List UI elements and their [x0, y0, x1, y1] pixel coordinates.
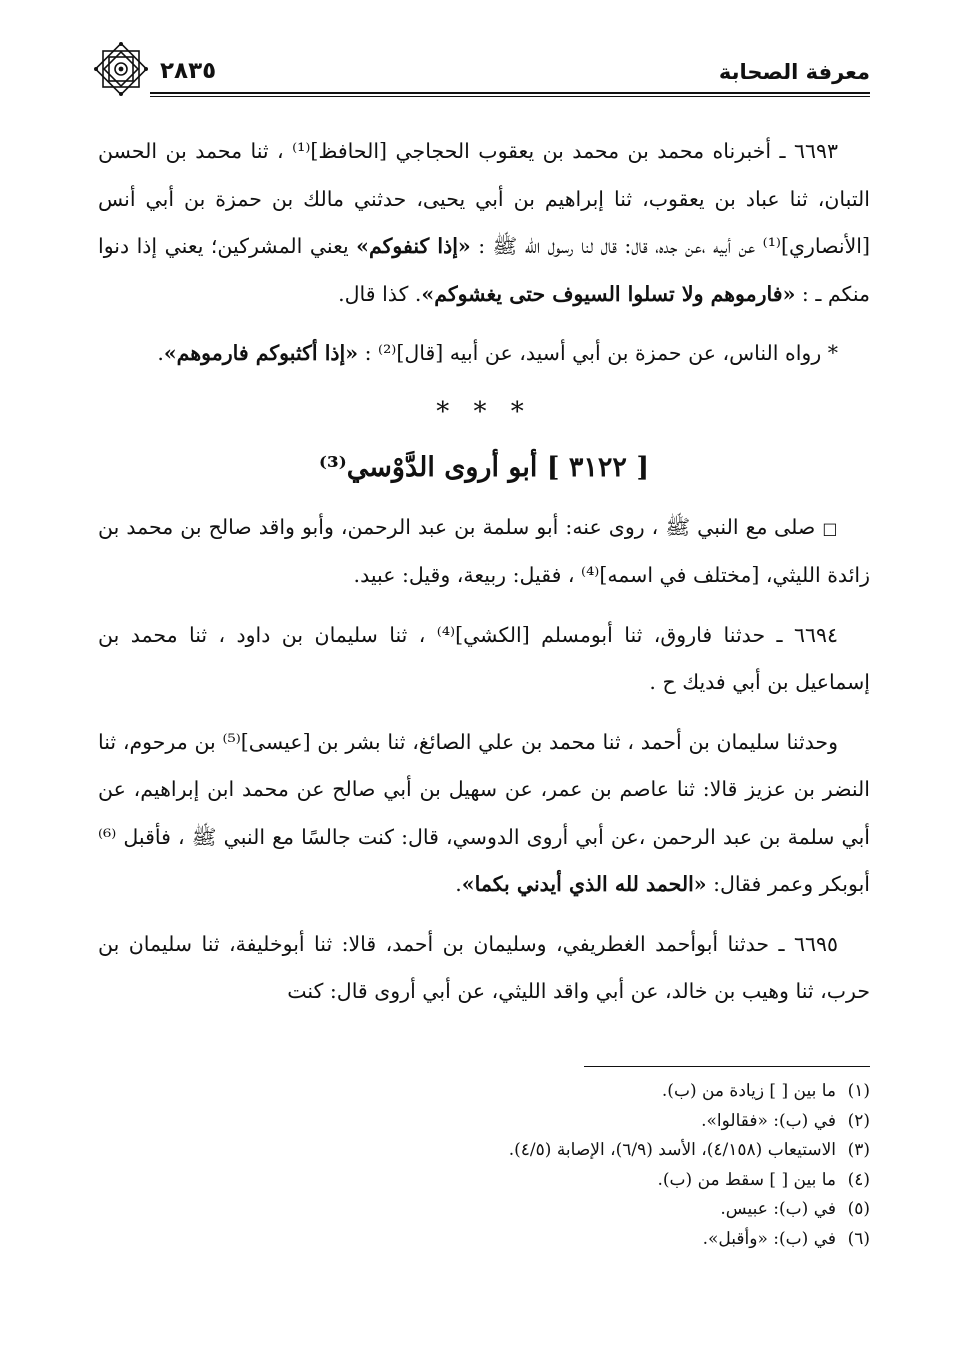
footnote-6: [98, 1225, 870, 1255]
hadith-6694-quote: «الحمد لله الذي أيدني بكما»: [461, 872, 707, 896]
footnote-text: الاستيعاب (٤/١٥٨)، الأسد (٦/٩)، الإصابة (٤/٥).: [508, 1140, 836, 1160]
hadith-6693-quote-2: «فارموهم ولا تسلوا السيوف حتى يغشوكم»: [421, 281, 796, 306]
footnote-number: (٦): [847, 1228, 870, 1249]
footnote-3: [98, 1136, 870, 1166]
eight-point-star-ornament-icon: [90, 38, 152, 100]
footnote-text: في (ب): «فقالوا».: [701, 1110, 836, 1131]
hadith-6693-quote-1: «إذا كنفوكم»: [356, 234, 471, 258]
hadith-6694: ٦٦٩٤ ـ حدثنا فاروق، ثنا أبومسلم [الكشي]⁽⁴⁾ ، ثنا سليمان بن داود ، ثنا محمد بن إسماعيل بن أبي فديك ح .: [98, 622, 870, 694]
hadith-6694-cont-text: وحدثنا سليمان بن أحمد ، ثنا محمد بن علي الصائغ، ثنا بشر بن [عيسى]⁽⁵⁾ بن مرحوم، ثنا النضر بن عزيز قالا: ثنا عاصم بن عمر، عن سهيل بن أبي صالح عن محمد ابن إبراهيم، عن أبي سلمة بن عبد الرحمن ،عن أبي أروى الدوسي، قال: كنت جالسًا مع النبي ﷺ ، فأقبل ⁽⁶⁾ أبوبكر وعمر فقال:: [98, 729, 870, 896]
footnote-number: (٣): [847, 1140, 870, 1160]
book-title: معرفة الصحابة: [718, 60, 870, 84]
entry-marker: □: [822, 518, 838, 538]
hadith-6695: ٦٦٩٥ ـ حدثنا أبوأحمد الغطريفي، وسليمان بن أحمد، قالا: ثنا أبوخليفة، ثنا سليمان بن حرب، ثنا وهيب بن خالد، عن أبي واقد الليثي، عن أبي أروى قال: كنت: [98, 931, 870, 1003]
footnote-text: ما بين [ ] سقط من (ب).: [657, 1169, 836, 1190]
entry-title: [ ٣١٢٢ ] أبو أروى الدَّوْسي⁽³⁾: [318, 451, 650, 483]
page-body: [98, 128, 870, 1028]
header-rule: [150, 92, 870, 94]
footnote-4: [98, 1166, 870, 1196]
footnote-number: (٤): [847, 1169, 870, 1190]
hadith-6694-continued: [98, 719, 870, 909]
hadith-6693-end: . كذا قال.: [338, 281, 422, 306]
riwayah-note-text: * رواه الناس، عن حمزة بن أبي أسيد، عن أبيه [قال]⁽²⁾ :: [364, 341, 838, 365]
footnotes: [98, 1077, 870, 1254]
footnote-5: [98, 1195, 870, 1225]
hadith-6693-text: ٦٦٩٣ ـ أخبرناه محمد بن محمد بن يعقوب الحجاجي [الحافظ]⁽¹⁾ ، ثنا محمد بن الحسن التبان، ثنا عباد بن يعقوب، ثنا إبراهيم بن أبي يحيى، حدثني مالك بن حمزة بن أبي أنس [الأنصاري]⁽¹⁾ عن أبيه ،عن جده، قال: قال لنا رسول الله ﷺ :: [98, 139, 870, 258]
footnote-text: في (ب): عبيس.: [720, 1199, 836, 1219]
hadith-6693-mid: يعني المشركين؛ يعني إذا دنوا منكم ـ :: [98, 234, 870, 306]
page-header: [90, 58, 870, 106]
entry-intro: [98, 504, 870, 600]
footnote-rule: [584, 1066, 870, 1067]
hadith-6693: [98, 128, 870, 318]
footnote-2: [98, 1107, 870, 1137]
footnote-text: في (ب): «وأقبل».: [702, 1228, 836, 1249]
footnote-number: (٢): [847, 1110, 870, 1131]
footnote-number: (٥): [847, 1199, 870, 1219]
riwayah-end: .: [157, 341, 164, 365]
page-number: ٢٨٣٥: [160, 58, 217, 84]
riwayah-quote: «إذا أكثبوكم فارموهم»: [163, 341, 359, 365]
footnote-text: ما بين [ ] زيادة من (ب).: [661, 1081, 836, 1101]
footnote-number: (١): [847, 1081, 870, 1101]
hadith-6694-end: .: [455, 872, 462, 896]
entry-intro-text: صلى مع النبي ﷺ ، روى عنه: أبو سلمة بن عبد الرحمن، وأبو واقد صالح بن محمد بن زائدة الليثي، [مختلف في اسمه]⁽⁴⁾ ، فقيل: ربيعة، وقيل: عبيد.: [98, 514, 870, 587]
riwayah-note: [98, 330, 870, 378]
section-separator: * * *: [436, 396, 532, 427]
footnote-1: [98, 1077, 870, 1107]
header-rule-thin: [150, 96, 870, 97]
